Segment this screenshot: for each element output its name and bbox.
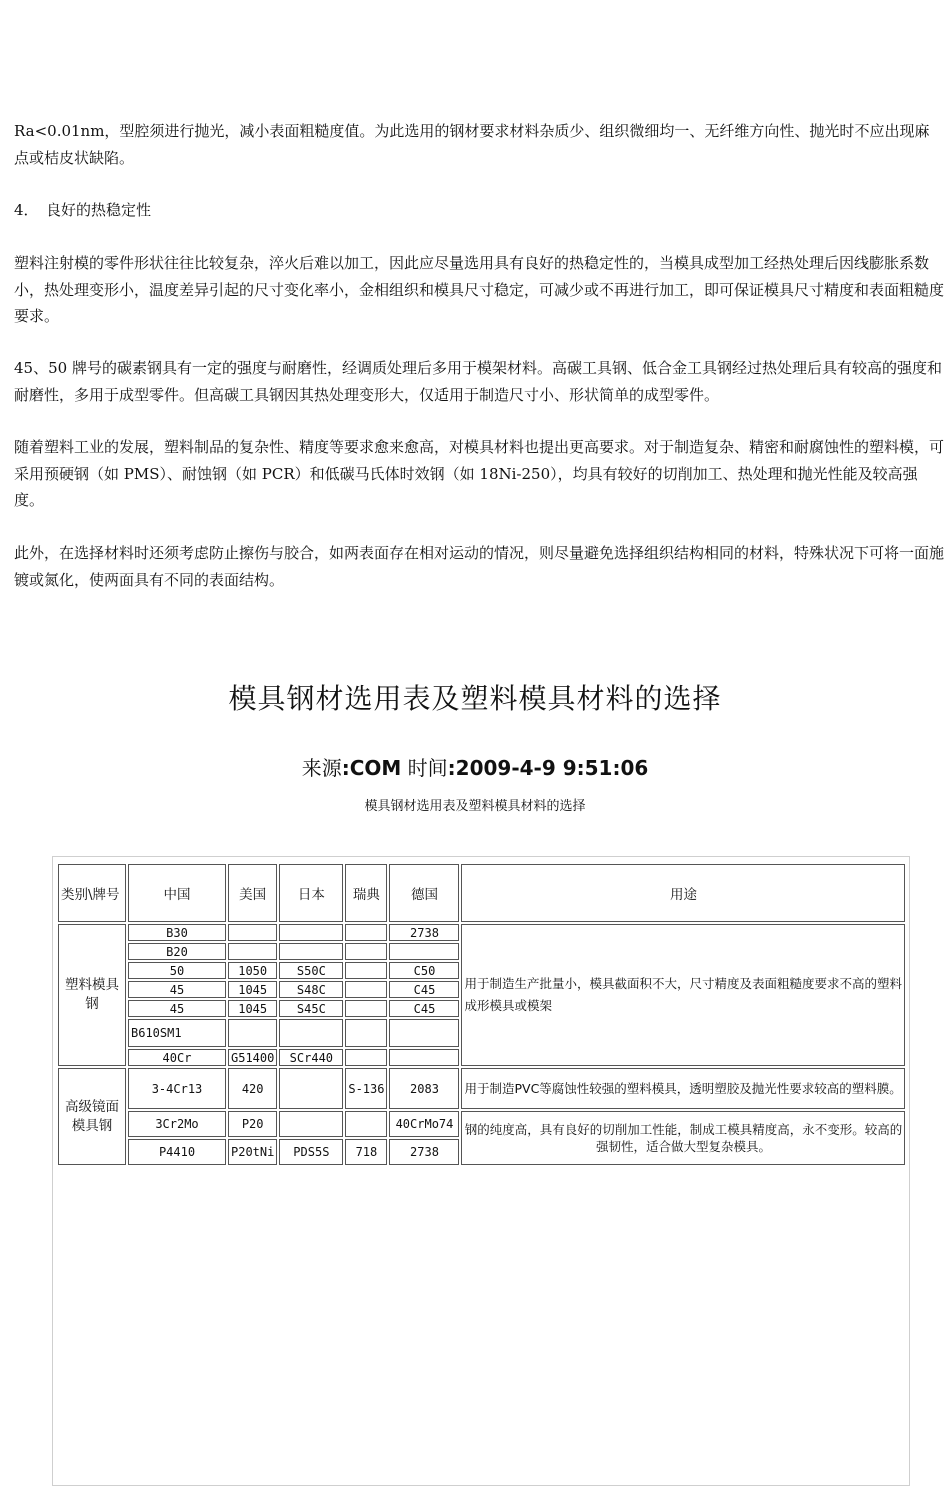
table-cell — [345, 1019, 387, 1047]
table-cell — [228, 924, 277, 941]
header-category: 类别\牌号 — [58, 864, 126, 922]
table-cell — [345, 962, 387, 979]
table-cell: 1050 — [228, 962, 277, 979]
header-japan: 日本 — [279, 864, 343, 922]
category-plastic-mold-steel: 塑料模具钢 — [58, 924, 126, 1066]
table-cell — [389, 943, 459, 960]
table-cell: 1045 — [228, 981, 277, 998]
table-row — [58, 1111, 905, 1137]
time-label: 时间 — [407, 756, 448, 780]
source-value: :COM — [341, 756, 402, 780]
header-usage: 用途 — [461, 864, 905, 922]
table-cell — [345, 1111, 387, 1137]
table-cell — [389, 1019, 459, 1047]
table-header-row — [58, 864, 905, 922]
table-cell — [389, 1049, 459, 1066]
table-cell: 45 — [128, 981, 226, 998]
table-cell — [279, 924, 343, 941]
paragraph-polish: Ra<0.01nm，型腔须进行抛光，减小表面粗糙度值。为此选用的钢材要求材料杂质少、组织微细均一、无纤维方向性、抛光时不应出现麻点或桔皮状缺陷。 — [14, 122, 930, 167]
table-cell — [345, 1049, 387, 1066]
article-title: 模具钢材选用表及塑料模具材料的选择 — [228, 682, 722, 715]
header-germany: 德国 — [389, 864, 459, 922]
table-cell — [345, 981, 387, 998]
article-subtitle: 模具钢材选用表及塑料模具材料的选择 — [364, 799, 586, 814]
table-row — [58, 1068, 905, 1109]
table-cell — [345, 943, 387, 960]
paragraph-thermal-stability: 塑料注射模的零件形状往往比较复杂，淬火后难以加工，因此应尽量选用具有良好的热稳定性的，当模具成型加工经热处理后因线膨胀系数小，热处理变形小，温度差异引起的尺寸变化率小，金相组织和模具尺寸稳定，可减少或不再进行加工，即可保证模具尺寸精度和表面粗糙度要求。 — [14, 254, 945, 325]
table-cell: S45C — [279, 1000, 343, 1017]
table-cell — [228, 943, 277, 960]
source-time-line — [0, 752, 950, 781]
table-cell: 40Cr — [128, 1049, 226, 1066]
table-cell: 2738 — [389, 924, 459, 941]
table-row — [58, 924, 905, 941]
table-cell — [279, 1068, 343, 1109]
table-cell: S50C — [279, 962, 343, 979]
table-cell: 45 — [128, 1000, 226, 1017]
table-cell — [345, 1000, 387, 1017]
time-value: :2009-4-9 9:51:06 — [447, 756, 649, 780]
table-cell — [228, 1019, 277, 1047]
steel-selection-table — [56, 862, 907, 1167]
table-cell: 2083 — [389, 1068, 459, 1109]
table-cell: 420 — [228, 1068, 277, 1109]
paragraph-wear: 此外，在选择材料时还须考虑防止擦伤与胶合，如两表面存在相对运动的情况，则尽量避免选择组织结构相同的材料，特殊状况下可将一面施镀或氮化，使两面具有不同的表面结构。 — [14, 544, 945, 589]
table-cell: SCr440 — [279, 1049, 343, 1066]
table-cell: P4410 — [128, 1139, 226, 1165]
header-sweden: 瑞典 — [345, 864, 387, 922]
header-china: 中国 — [128, 864, 226, 922]
table-cell: 2738 — [389, 1139, 459, 1165]
table-cell: P20tNi — [228, 1139, 277, 1165]
usage-plastic-mold-steel: 用于制造生产批量小，模具截面积不大，尺寸精度及表面粗糙度要求不高的塑料成形模具或模架 — [461, 924, 905, 1066]
table-cell: P20 — [228, 1111, 277, 1137]
header-usa: 美国 — [228, 864, 277, 922]
table-cell — [279, 1019, 343, 1047]
table-cell: 718 — [345, 1139, 387, 1165]
table-cell: 1045 — [228, 1000, 277, 1017]
usage-mirror-mold-steel-a: 用于制造PVC等腐蚀性较强的塑料模具，透明塑胶及抛光性要求较高的塑料膜。 — [461, 1068, 905, 1109]
table-cell — [279, 1111, 343, 1137]
category-mirror-mold-steel: 高级镜面模具钢 — [58, 1068, 126, 1165]
steel-table-frame — [52, 856, 910, 1486]
table-cell: 40CrMo74 — [389, 1111, 459, 1137]
table-cell: 3Cr2Mo — [128, 1111, 226, 1137]
table-cell: 3-4Cr13 — [128, 1068, 226, 1109]
table-cell: 50 — [128, 962, 226, 979]
table-cell: PDS5S — [279, 1139, 343, 1165]
table-cell — [345, 924, 387, 941]
source-label: 来源 — [301, 756, 342, 780]
table-cell: G51400 — [228, 1049, 277, 1066]
table-cell: B30 — [128, 924, 226, 941]
table-cell: B610SM1 — [128, 1019, 226, 1047]
usage-mirror-mold-steel-b: 钢的纯度高，具有良好的切削加工性能，制成工模具精度高，永不变形。较高的强韧性，适合做大型复杂模具。 — [461, 1111, 905, 1165]
table-cell: C45 — [389, 1000, 459, 1017]
table-cell: S-136 — [345, 1068, 387, 1109]
table-cell — [279, 943, 343, 960]
paragraph-development: 随着塑料工业的发展，塑料制品的复杂性、精度等要求愈来愈高，对模具材料也提出更高要求。对于制造复杂、精密和耐腐蚀性的塑料模，可采用预硬钢（如 PMS）、耐蚀钢（如 PCR）和低碳马氏体时效钢（如 18Ni-250），均具有较好的切削加工、热处理和抛光性能及较高强度。 — [14, 438, 945, 509]
table-cell: C50 — [389, 962, 459, 979]
table-cell: B20 — [128, 943, 226, 960]
table-cell: C45 — [389, 981, 459, 998]
section-heading-thermal-stability: 4． 良好的热稳定性 — [14, 201, 152, 219]
paragraph-carbon-steel: 45、50 牌号的碳素钢具有一定的强度与耐磨性，经调质处理后多用于模架材料。高碳工具钢、低合金工具钢经过热处理后具有较高的强度和耐磨性，多用于成型零件。但高碳工具钢因其热处理变形大，仅适用于制造尺寸小、形状简单的成型零件。 — [14, 359, 942, 404]
table-cell: S48C — [279, 981, 343, 998]
